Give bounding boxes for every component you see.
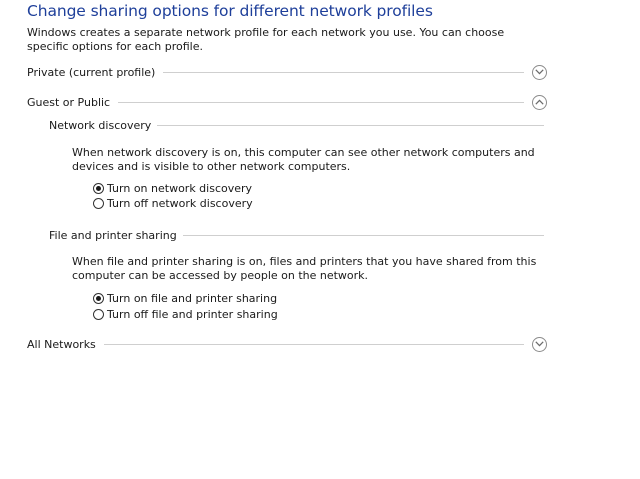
divider xyxy=(104,344,524,345)
radio-selected-icon[interactable] xyxy=(93,293,104,304)
network-discovery-description: When network discovery is on, this computer can see other network computers and devices and is visible to other network computers. xyxy=(72,146,535,173)
chevron-down-icon[interactable] xyxy=(532,65,547,80)
radio-label: Turn off network discovery xyxy=(107,196,253,210)
chevron-down-icon[interactable] xyxy=(532,337,547,352)
radio-label: Turn off file and printer sharing xyxy=(107,307,278,321)
section-guest-label: Guest or Public xyxy=(27,95,111,109)
radio-label: Turn on network discovery xyxy=(107,181,253,195)
section-all-label: All Networks xyxy=(27,337,96,351)
page-title: Change sharing options for different network profiles xyxy=(27,2,433,20)
radio-unselected-icon[interactable] xyxy=(93,309,104,320)
divider xyxy=(157,125,544,126)
section-guest-public[interactable] xyxy=(27,93,547,111)
file-sharing-description: When file and printer sharing is on, files and printers that you have shared from this computer can be accessed by people on the network. xyxy=(72,255,537,282)
radio-turn-off-file-sharing[interactable] xyxy=(93,307,278,321)
file-sharing-heading xyxy=(49,227,544,243)
section-private-label: Private (current profile) xyxy=(27,65,156,79)
radio-label: Turn on file and printer sharing xyxy=(107,291,278,305)
radio-turn-on-network-discovery[interactable] xyxy=(93,181,252,195)
network-discovery-heading xyxy=(49,117,544,133)
divider xyxy=(163,72,524,73)
divider xyxy=(183,235,544,236)
section-all-networks[interactable] xyxy=(27,335,547,353)
radio-unselected-icon[interactable] xyxy=(93,198,104,209)
network-discovery-label: Network discovery xyxy=(49,118,152,132)
file-sharing-label: File and printer sharing xyxy=(49,228,177,242)
radio-turn-on-file-sharing[interactable] xyxy=(93,291,277,305)
radio-selected-icon[interactable] xyxy=(93,183,104,194)
radio-turn-off-network-discovery[interactable] xyxy=(93,196,253,210)
page-description: Windows creates a separate network profile for each network you use. You can choose specific options for each profile. xyxy=(27,26,505,53)
divider xyxy=(118,102,524,103)
section-private-profile[interactable] xyxy=(27,63,547,81)
chevron-up-icon[interactable] xyxy=(532,95,547,110)
